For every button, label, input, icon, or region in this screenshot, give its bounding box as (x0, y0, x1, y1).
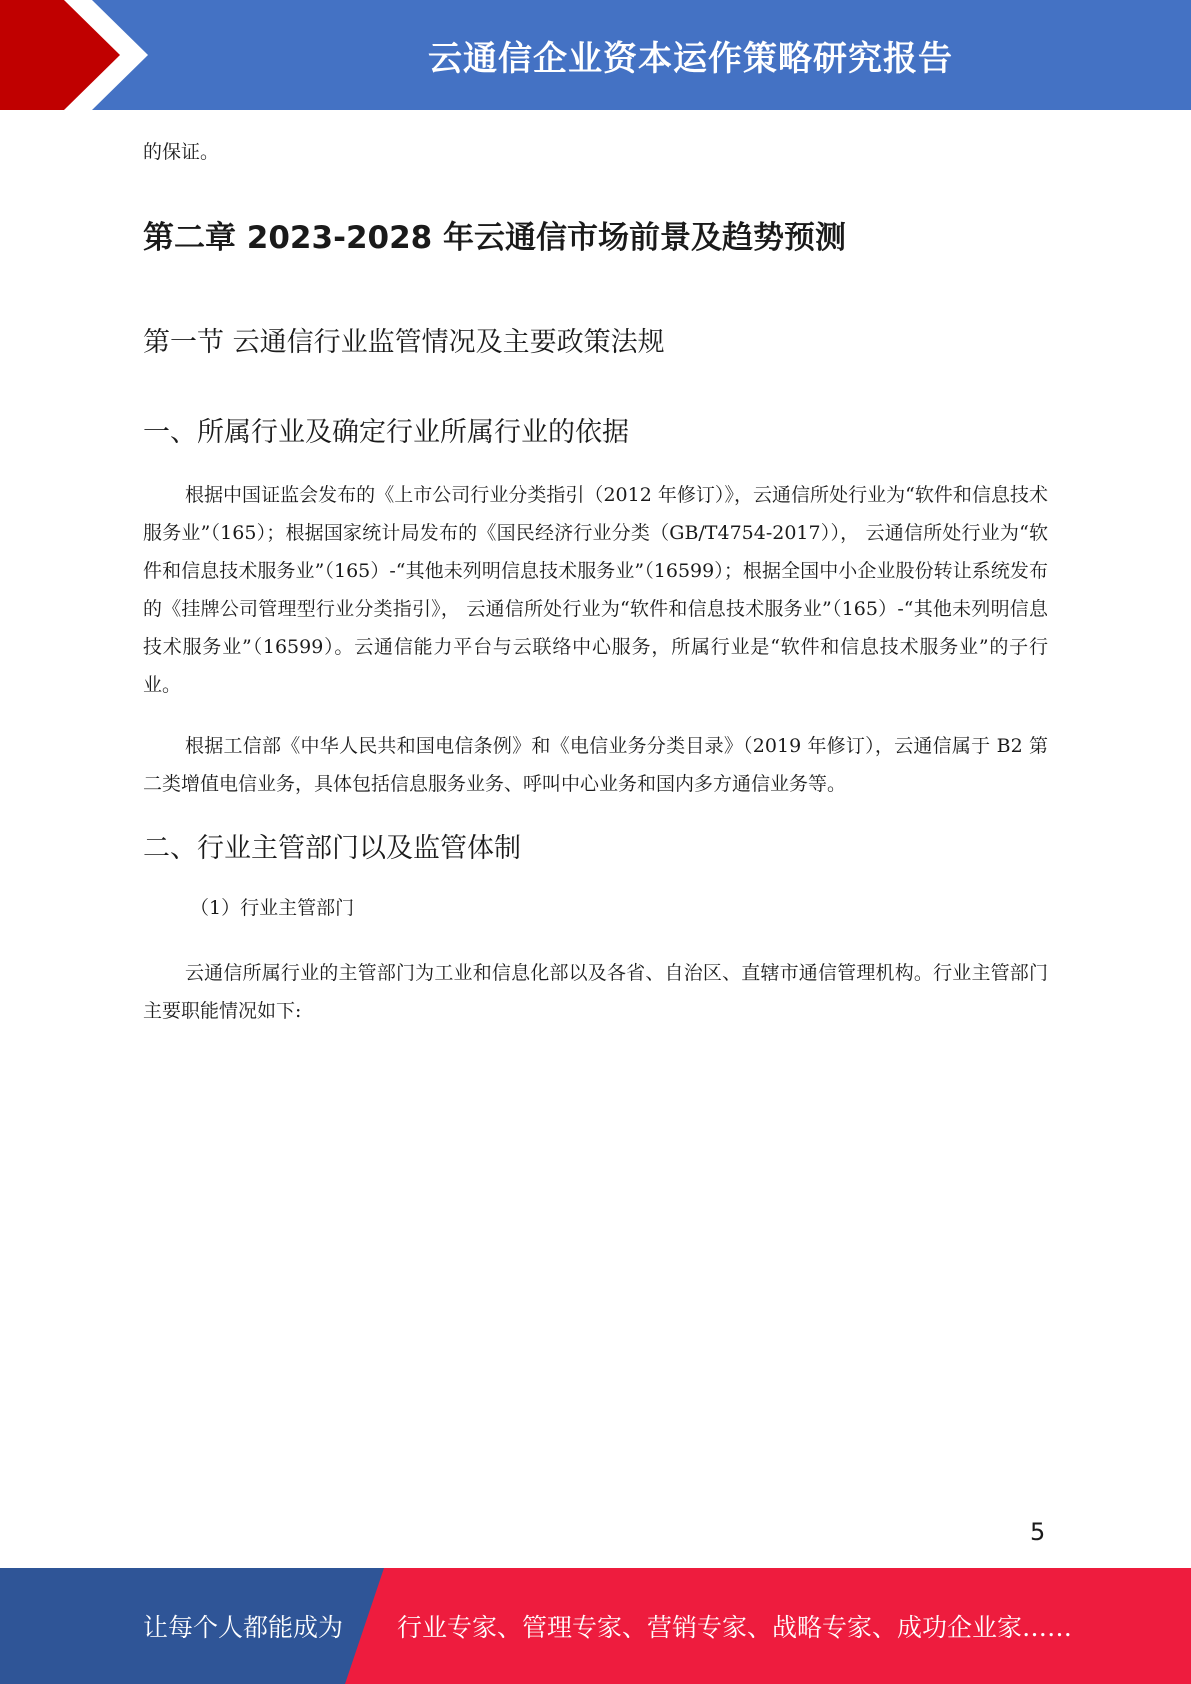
report-title: 云通信企业资本运作策略研究报告 (428, 38, 953, 79)
heading-regulatory-system: 二、行业主管部门以及监管体制 (143, 833, 521, 864)
sub-heading-authority: （1）行业主管部门 (190, 897, 355, 919)
paragraph-classification: 根据中国证监会发布的《上市公司行业分类指引（2012 年修订）》，云通信所处行业为“软件和信息技术服务业”（165）；根据国家统计局发布的《国民经济行业分类（GB/T4754-2017））， 云通信所处行业为“软件和信息技术服务业”（165）-“其他未列明信息技术服务业”（16599）；根据全国中小企业股份转让系统发布的《挂牌公司管理型行业分类指引》， 云通信所处行业为“软件和信息技术服务业”（165）-“其他未列明信息技术服务业”（16599）。云通信能力平台与云联络中心服务，所属行业是“软件和信息技术服务业”的子行业。 (143, 484, 1048, 696)
page-number: 5 (1030, 1518, 1046, 1546)
heading-industry-classification: 一、所属行业及确定行业所属行业的依据 (143, 417, 629, 448)
continued-text: 的保证。 (143, 141, 220, 163)
section-title: 第一节 云通信行业监管情况及主要政策法规 (143, 327, 665, 358)
chapter-title: 第二章 2023-2028 年云通信市场前景及趋势预测 (143, 220, 847, 256)
footer-slogan-left: 让每个人都能成为 (143, 1613, 344, 1642)
paragraph-telecom-category: 根据工信部《中华人民共和国电信条例》和《电信业务分类目录》（2019 年修订），云通信属于 B2 第二类增值电信业务，具体包括信息服务业务、呼叫中心业务和国内多方通信业务等。 (143, 735, 1048, 795)
header-ribbon-icon (0, 0, 160, 110)
footer-slogan-right: 行业专家、管理专家、营销专家、战略专家、成功企业家…… (397, 1613, 1073, 1642)
page-header (0, 0, 1191, 110)
paragraph-authority: 云通信所属行业的主管部门为工业和信息化部以及各省、自治区、直辖市通信管理机构。行业主管部门主要职能情况如下: (143, 962, 1048, 1022)
page-footer (0, 1568, 1191, 1684)
